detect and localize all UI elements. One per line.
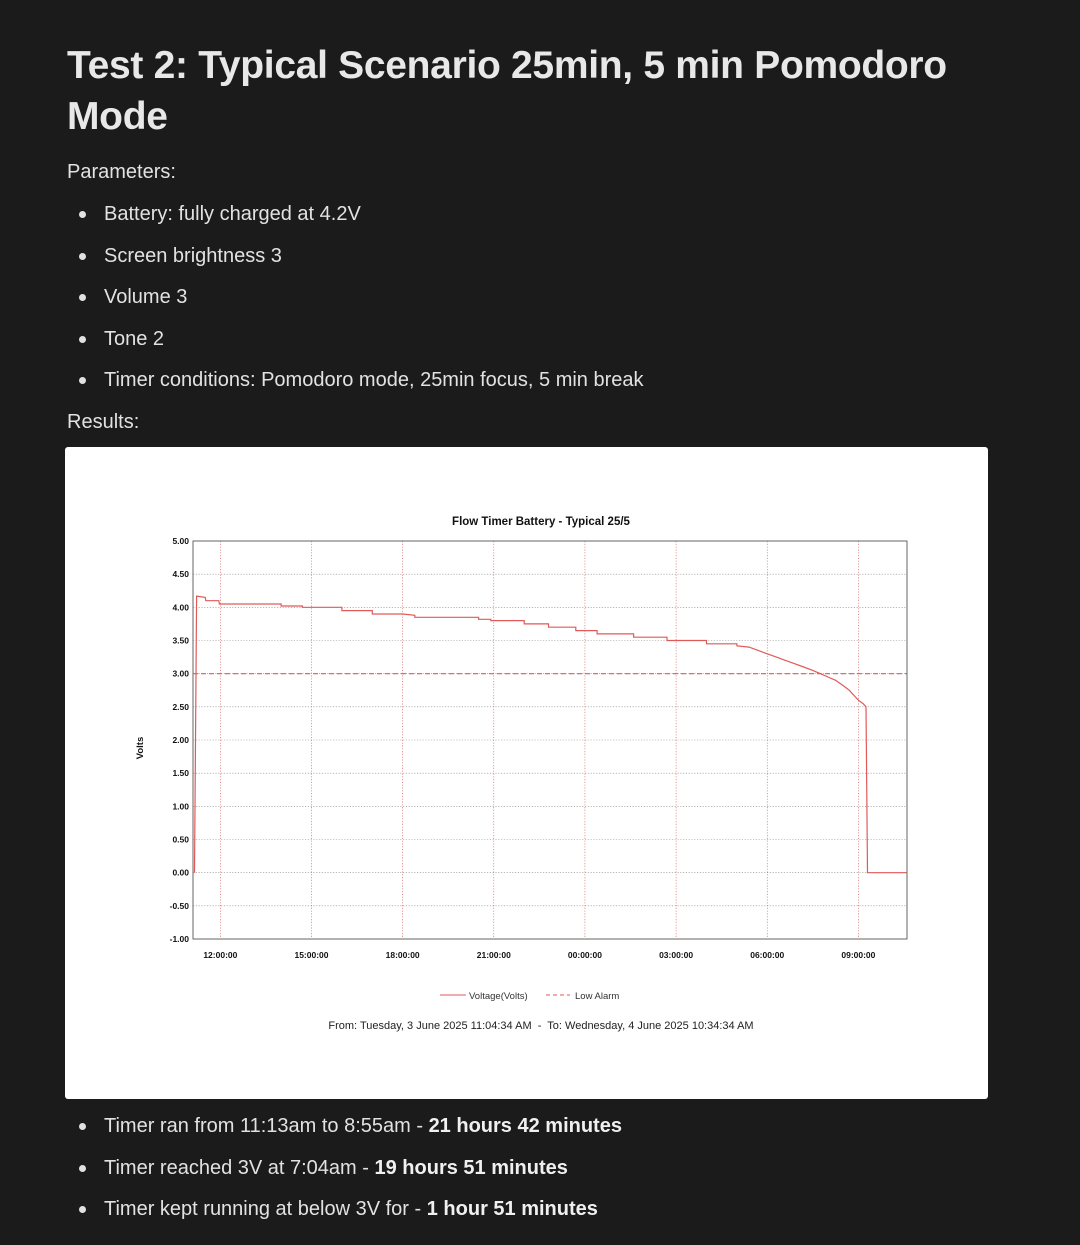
- y-tick-label: 2.50: [172, 701, 189, 712]
- parameters-list: [67, 202, 644, 410]
- list-item-text: Timer reached 3V at 7:04am -: [104, 1156, 375, 1179]
- x-tick-label: 09:00:00: [841, 950, 876, 960]
- list-item-text: Timer ran from 11:13am to 8:55am -: [104, 1115, 429, 1137]
- y-tick-label: 1.00: [172, 801, 189, 812]
- y-tick-label: 3.00: [172, 668, 189, 679]
- y-tick-label: -0.50: [169, 900, 189, 911]
- page-title: Test 2: Typical Scenario 25min, 5 min Pomodoro Mode: [67, 44, 947, 138]
- grid: [193, 541, 907, 939]
- bullet-icon: [79, 1206, 86, 1213]
- voltage-series: [195, 596, 908, 873]
- bullet-icon: [79, 377, 86, 384]
- list-item: [67, 244, 644, 286]
- list-item: [67, 1156, 622, 1198]
- legend: [440, 991, 619, 1002]
- list-item: [67, 327, 644, 369]
- bullet-icon: [79, 294, 86, 301]
- bullet-icon: [79, 211, 86, 218]
- results-label: Results:: [67, 411, 140, 433]
- x-tick-label: 12:00:00: [203, 950, 238, 960]
- chart-title: Flow Timer Battery - Typical 25/5: [452, 516, 630, 528]
- y-tick-label: -1.00: [169, 934, 189, 944]
- y-tick-label: 0.50: [172, 834, 189, 845]
- list-item: [67, 285, 644, 327]
- list-item-text: Timer kept running at below 3V for -: [104, 1198, 427, 1220]
- list-item: [67, 368, 644, 410]
- list-item-text: Screen brightness 3: [104, 244, 282, 267]
- x-tick-label: 06:00:00: [750, 950, 785, 960]
- x-tick-label: 18:00:00: [385, 950, 420, 960]
- battery-chart: [65, 447, 988, 1099]
- y-tick-label: 2.00: [172, 735, 189, 745]
- battery-chart-image: [65, 447, 988, 1099]
- chart-date-range: From: Tuesday, 3 June 2025 11:04:34 AM - To: Wednesday, 4 June 2025 10:34:34 AM: [328, 1020, 754, 1032]
- bullet-icon: [79, 1123, 86, 1130]
- list-item-bold: 1 hour 51 minutes: [426, 1198, 598, 1220]
- y-axis-label: Volts: [135, 736, 146, 760]
- results-list: [67, 1114, 622, 1239]
- list-item: [67, 1197, 622, 1239]
- y-tick-label: 5.00: [172, 536, 189, 546]
- x-tick-labels: [203, 950, 875, 960]
- bullet-icon: [79, 336, 86, 343]
- bullet-icon: [79, 253, 86, 260]
- legend-voltage-label: Voltage(Volts): [469, 991, 528, 1002]
- list-item-text: Battery: fully charged at 4.2V: [104, 203, 361, 225]
- x-tick-label: 21:00:00: [476, 950, 511, 960]
- y-tick-label: 3.50: [172, 635, 189, 646]
- x-tick-label: 00:00:00: [567, 950, 602, 960]
- x-tick-label: 15:00:00: [294, 950, 329, 960]
- y-tick-label: 1.50: [172, 768, 189, 779]
- list-item-text: Timer conditions: Pomodoro mode, 25min focus, 5 min break: [104, 369, 644, 391]
- y-tick-label: 4.50: [172, 569, 189, 580]
- list-item: [67, 1114, 622, 1156]
- list-item-text: Volume 3: [104, 286, 188, 308]
- list-item-bold: 21 hours 42 minutes: [428, 1115, 622, 1137]
- list-item: [67, 202, 644, 244]
- bullet-icon: [79, 1165, 86, 1172]
- parameters-label: Parameters:: [67, 161, 176, 183]
- voltage-line: [195, 596, 908, 873]
- y-tick-label: 4.00: [172, 602, 189, 613]
- y-tick-labels: [170, 536, 190, 944]
- x-tick-label: 03:00:00: [659, 950, 694, 960]
- list-item-bold: 19 hours 51 minutes: [374, 1156, 568, 1179]
- legend-low-alarm-label: Low Alarm: [575, 991, 620, 1002]
- y-tick-label: 0.00: [172, 867, 189, 878]
- list-item-text: Tone 2: [104, 327, 165, 350]
